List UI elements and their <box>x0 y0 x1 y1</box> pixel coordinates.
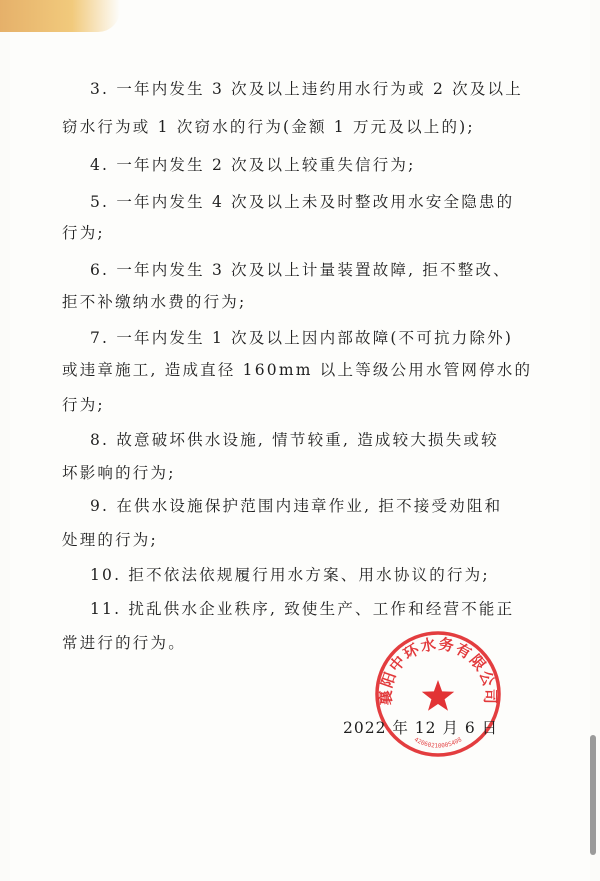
item-4-line-1: 4. 一年内发生 2 次及以上较重失信行为; <box>90 156 416 174</box>
item-8-line-1: 8. 故意破坏供水设施, 情节较重, 造成较大损失或较 <box>90 431 499 449</box>
item-7-line-3: 行为; <box>62 396 105 414</box>
item-11-line-2: 常进行的行为。 <box>62 634 186 652</box>
company-seal <box>372 628 504 760</box>
item-9-line-1: 9. 在供水设施保护范围内违章作业, 拒不接受劝阻和 <box>90 497 503 515</box>
item-3-line-2: 窃水行为或 1 次窃水的行为(金额 1 万元及以上的); <box>62 118 475 136</box>
item-9-line-2: 处理的行为; <box>62 531 158 549</box>
item-6-line-2: 拒不补缴纳水费的行为; <box>62 293 247 311</box>
svg-text:4206021000S408 <box>413 736 464 750</box>
item-11-line-1: 11. 扰乱供水企业秩序, 致使生产、工作和经营不能正 <box>90 600 515 618</box>
item-5-line-2: 行为; <box>62 224 105 242</box>
item-8-line-2: 坏影响的行为; <box>62 464 176 482</box>
item-7-line-1: 7. 一年内发生 1 次及以上因内部故障(不可抗力除外) <box>90 329 514 347</box>
seal-text: 襄阳中环水务有限公司 <box>376 634 500 706</box>
item-7-line-2: 或违章施工, 造成直径 160mm 以上等级公用水管网停水的 <box>62 361 533 379</box>
scrollbar-thumb[interactable] <box>590 735 596 855</box>
item-5-line-1: 5. 一年内发生 4 次及以上未及时整改用水安全隐患的 <box>90 193 515 211</box>
item-10-line-1: 10. 拒不依法依规履行用水方案、用水协议的行为; <box>90 566 490 584</box>
seal-star-icon <box>422 680 454 711</box>
document-date: 2022 年 12 月 6 日 <box>343 719 499 737</box>
page-corner-shading <box>0 0 120 32</box>
seal-code: 4206021000S408 <box>412 736 464 750</box>
item-6-line-1: 6. 一年内发生 3 次及以上计量装置故障, 拒不整改、 <box>90 261 511 279</box>
item-3-line-1: 3. 一年内发生 3 次及以上违约用水行为或 2 次及以上 <box>90 80 523 98</box>
